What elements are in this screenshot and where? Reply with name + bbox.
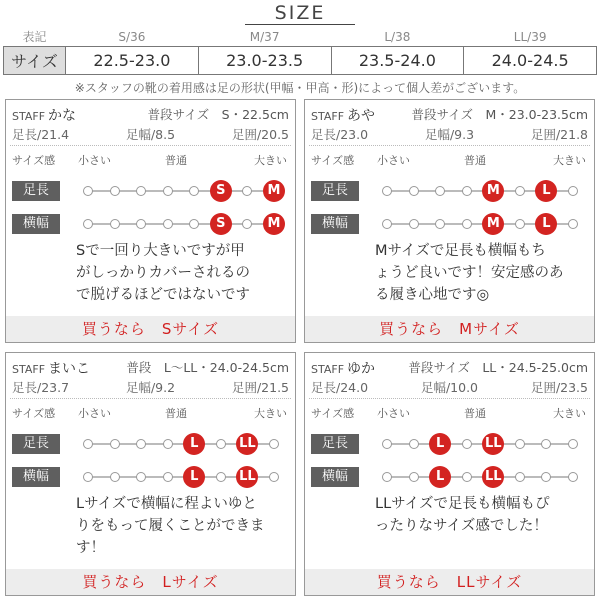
- comment-line: りをもって履くことができま: [76, 518, 265, 534]
- size-table-row-label: サイズ: [4, 46, 66, 74]
- size-mark: S: [210, 180, 232, 202]
- scale-dot: [515, 219, 525, 229]
- foot-measurements: [311, 378, 588, 396]
- width-badge: 横幅: [311, 214, 359, 234]
- scale-dot: [242, 186, 252, 196]
- recommended-size: 買うなら LLサイズ: [305, 569, 594, 595]
- size-mark: M: [263, 213, 285, 235]
- scale-dot: [136, 439, 146, 449]
- scale-dot: [568, 186, 578, 196]
- scale-heading: サイズ感: [12, 407, 56, 420]
- fit-note: ※スタッフの靴の着用感は足の形状(甲幅・甲高・形)によって個人差がございます。: [74, 81, 526, 95]
- scale-small-label: 小さい: [377, 407, 410, 420]
- measurement: 足長/24.0: [311, 380, 369, 395]
- size-table-value-row: [4, 46, 597, 74]
- size-table-value-cell: 23.0-23.5: [198, 46, 331, 74]
- size-mark: L: [183, 466, 205, 488]
- divider: [309, 145, 590, 146]
- staff-comment: [76, 493, 289, 559]
- scale-dot: [462, 472, 472, 482]
- scale-dot: [163, 186, 173, 196]
- scale-normal-label: 普通: [464, 154, 486, 167]
- scale-dot: [136, 219, 146, 229]
- staff-label: STAFF: [311, 363, 345, 376]
- size-table-header-cell: M/37: [198, 28, 331, 46]
- size-scale-track: [88, 214, 281, 234]
- scale-dot: [110, 186, 120, 196]
- scale-dot: [163, 472, 173, 482]
- scale-dot: [435, 219, 445, 229]
- staff-name: まいこ: [48, 361, 91, 377]
- scale-dot: [541, 439, 551, 449]
- staff-card: [5, 99, 296, 343]
- size-scale-track: [387, 214, 573, 234]
- scale-dot: [568, 472, 578, 482]
- scale-header: [12, 405, 289, 421]
- scale-dot: [189, 186, 199, 196]
- size-mark: L: [429, 466, 451, 488]
- staff-name: かな: [48, 108, 77, 124]
- usual-size: 普段サイズ M・23.0-23.5cm: [411, 107, 588, 122]
- staff-header: [12, 105, 289, 123]
- scale-large-label: 大きい: [553, 407, 586, 420]
- scale-heading: サイズ感: [311, 154, 355, 167]
- scale-dot: [515, 439, 525, 449]
- size-table-header-label: 表記: [4, 28, 66, 46]
- measurement: 足囲/23.5: [530, 380, 588, 395]
- staff-header: [311, 105, 588, 123]
- recommended-size: 買うなら Mサイズ: [305, 316, 594, 342]
- scale-dot: [409, 439, 419, 449]
- width-badge: 横幅: [311, 467, 359, 487]
- size-mark: L: [535, 213, 557, 235]
- size-table-value-cell: 24.0-24.5: [464, 46, 597, 74]
- scale-small-label: 小さい: [78, 154, 111, 167]
- measurement: 足囲/20.5: [231, 127, 289, 142]
- size-table-header-cell: LL/39: [464, 28, 597, 46]
- scale-dot: [462, 439, 472, 449]
- measurement: 足幅/10.0: [420, 380, 479, 395]
- comment-line: LLサイズで足長も横幅もぴ: [375, 496, 550, 512]
- size-scale-track: [88, 181, 281, 201]
- measurement: 足長/23.7: [12, 380, 70, 395]
- measurement: 足囲/21.8: [530, 127, 588, 142]
- usual-size: 普段サイズ LL・24.5-25.0cm: [408, 360, 588, 375]
- scale-dot: [568, 439, 578, 449]
- staff-header: [12, 358, 289, 376]
- scale-header: [12, 152, 289, 168]
- measurement: 足幅/8.5: [125, 127, 176, 142]
- comment-line: ったりなサイズ感でした！: [375, 518, 548, 534]
- staff-comment: [375, 493, 588, 537]
- scale-dot: [409, 472, 419, 482]
- measurement: 足幅/9.3: [424, 127, 475, 142]
- size-mark: LL: [236, 466, 258, 488]
- scale-dot: [110, 472, 120, 482]
- scale-dot: [269, 472, 279, 482]
- measurement: 足長/21.4: [12, 127, 70, 142]
- scale-dot: [462, 186, 472, 196]
- scale-dot: [462, 219, 472, 229]
- size-mark: M: [482, 213, 504, 235]
- size-table-header-cell: L/38: [331, 28, 464, 46]
- divider: [309, 398, 590, 399]
- size-mark: M: [482, 180, 504, 202]
- length-badge: 足長: [311, 434, 359, 454]
- comment-line: ょうど良いです！安定感のあ: [375, 265, 564, 281]
- size-mark: L: [183, 433, 205, 455]
- size-scale-track: [88, 467, 274, 487]
- scale-dot: [515, 472, 525, 482]
- foot-measurements: [12, 125, 289, 143]
- length-badge: 足長: [12, 434, 60, 454]
- comment-line: がしっかりカバーされるの: [76, 265, 250, 281]
- scale-dot: [136, 186, 146, 196]
- staff-comment: [76, 240, 289, 306]
- title-underline: [245, 24, 355, 25]
- scale-dot: [110, 219, 120, 229]
- comment-line: で脱げるほどではないです: [76, 287, 250, 303]
- size-table-header-cell: S/36: [66, 28, 199, 46]
- staff-header: [311, 358, 588, 376]
- scale-dot: [435, 186, 445, 196]
- comment-line: Mサイズで足長も横幅もち: [375, 243, 546, 259]
- scale-small-label: 小さい: [78, 407, 111, 420]
- measurement: 足囲/21.5: [231, 380, 289, 395]
- size-table-value-cell: 22.5-23.0: [66, 46, 199, 74]
- recommended-size: 買うなら Lサイズ: [6, 569, 295, 595]
- scale-dot: [163, 219, 173, 229]
- scale-dot: [515, 186, 525, 196]
- size-mark: LL: [482, 433, 504, 455]
- scale-dot: [216, 472, 226, 482]
- scale-dot: [541, 472, 551, 482]
- size-mark: LL: [236, 433, 258, 455]
- size-table-header-row: [4, 28, 597, 46]
- scale-dot: [216, 439, 226, 449]
- scale-header: [311, 152, 588, 168]
- scale-dot: [163, 439, 173, 449]
- scale-dot: [110, 439, 120, 449]
- comment-line: Lサイズで横幅に程よいゆと: [76, 496, 257, 512]
- usual-size: 普段 L〜LL・24.0-24.5cm: [126, 360, 289, 375]
- staff-comment: [375, 240, 588, 306]
- size-table-value-cell: 23.5-24.0: [331, 46, 464, 74]
- size-scale-track: [88, 434, 274, 454]
- scale-heading: サイズ感: [12, 154, 56, 167]
- size-mark: M: [263, 180, 285, 202]
- scale-dot: [382, 219, 392, 229]
- scale-dot: [382, 186, 392, 196]
- scale-heading: サイズ感: [311, 407, 355, 420]
- divider: [10, 145, 291, 146]
- staff-label: STAFF: [311, 110, 345, 123]
- scale-dot: [568, 219, 578, 229]
- measurement: 足長/23.0: [311, 127, 369, 142]
- scale-dot: [409, 219, 419, 229]
- foot-measurements: [12, 378, 289, 396]
- size-scale-track: [387, 181, 573, 201]
- staff-card: [304, 99, 595, 343]
- scale-dot: [83, 472, 93, 482]
- foot-measurements: [311, 125, 588, 143]
- scale-dot: [189, 219, 199, 229]
- size-table: [3, 28, 597, 75]
- scale-normal-label: 普通: [165, 407, 187, 420]
- size-scale-track: [387, 434, 573, 454]
- length-badge: 足長: [12, 181, 60, 201]
- comment-line: Sで一回り大きいですが甲: [76, 243, 245, 259]
- scale-dot: [136, 472, 146, 482]
- scale-small-label: 小さい: [377, 154, 410, 167]
- length-badge: 足長: [311, 181, 359, 201]
- size-mark: L: [429, 433, 451, 455]
- page-title: SIZE: [274, 2, 326, 24]
- scale-dot: [382, 439, 392, 449]
- measurement: 足幅/9.2: [125, 380, 176, 395]
- scale-header: [311, 405, 588, 421]
- staff-card: [304, 352, 595, 596]
- scale-dot: [409, 186, 419, 196]
- scale-normal-label: 普通: [464, 407, 486, 420]
- staff-name: あや: [347, 108, 376, 124]
- scale-dot: [382, 472, 392, 482]
- scale-dot: [242, 219, 252, 229]
- scale-normal-label: 普通: [165, 154, 187, 167]
- staff-label: STAFF: [12, 363, 46, 376]
- width-badge: 横幅: [12, 467, 60, 487]
- size-mark: S: [210, 213, 232, 235]
- scale-dot: [83, 186, 93, 196]
- comment-line: す！: [76, 540, 105, 556]
- scale-dot: [83, 219, 93, 229]
- staff-label: STAFF: [12, 110, 46, 123]
- staff-card: [5, 352, 296, 596]
- usual-size: 普段サイズ S・22.5cm: [147, 107, 289, 122]
- scale-large-label: 大きい: [553, 154, 586, 167]
- scale-large-label: 大きい: [254, 407, 287, 420]
- scale-dot: [83, 439, 93, 449]
- recommended-size: 買うなら Sサイズ: [6, 316, 295, 342]
- size-mark: LL: [482, 466, 504, 488]
- scale-large-label: 大きい: [254, 154, 287, 167]
- comment-line: る履き心地です◎: [375, 287, 490, 303]
- size-scale-track: [387, 467, 573, 487]
- width-badge: 横幅: [12, 214, 60, 234]
- divider: [10, 398, 291, 399]
- size-mark: L: [535, 180, 557, 202]
- scale-dot: [269, 439, 279, 449]
- staff-name: ゆか: [347, 361, 376, 377]
